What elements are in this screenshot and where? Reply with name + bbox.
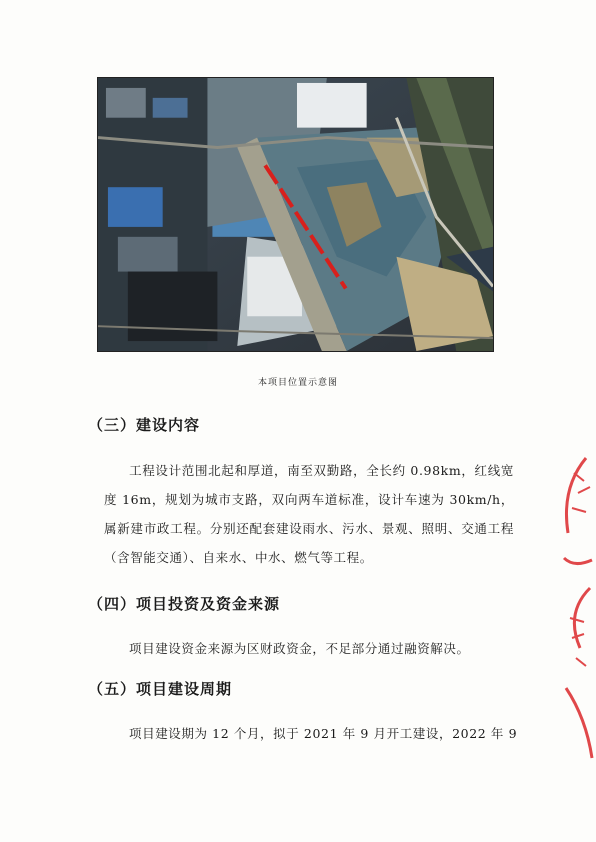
section-paragraph-schedule: [104, 719, 518, 748]
section-heading-schedule: （五）项目建设周期: [88, 680, 233, 698]
section-heading-construction-content: （三）建设内容: [88, 416, 201, 434]
figure-caption: 本项目位置示意图: [257, 378, 338, 388]
paragraph-text: 工程设计范围北起和厚道，南至双勤路，全长约 0.98km，红线宽度 16m，规划为城市支路，双向两车道标准，设计车速为 30km/h，属新建市政工程。分别还配套建设雨水、污水、景观、照明、交通工程 （含智能交通）、自来水、中水、燃气等工程。: [104, 463, 514, 565]
paragraph-text: 项目建设期为 12 个月，拟于 2021 年 9 月开工建设，2022 年 9: [129, 726, 518, 741]
aerial-photo-image: [98, 78, 493, 351]
section-paragraph-investment: [104, 634, 514, 663]
section-heading-investment: （四）项目投资及资金来源: [88, 595, 281, 613]
official-seal-stamp: [556, 448, 596, 778]
aerial-location-map: [97, 77, 494, 352]
section-paragraph-construction-content: [104, 456, 514, 572]
paragraph-text: 项目建设资金来源为区财政资金，不足部分通过融资解决。: [129, 641, 470, 656]
